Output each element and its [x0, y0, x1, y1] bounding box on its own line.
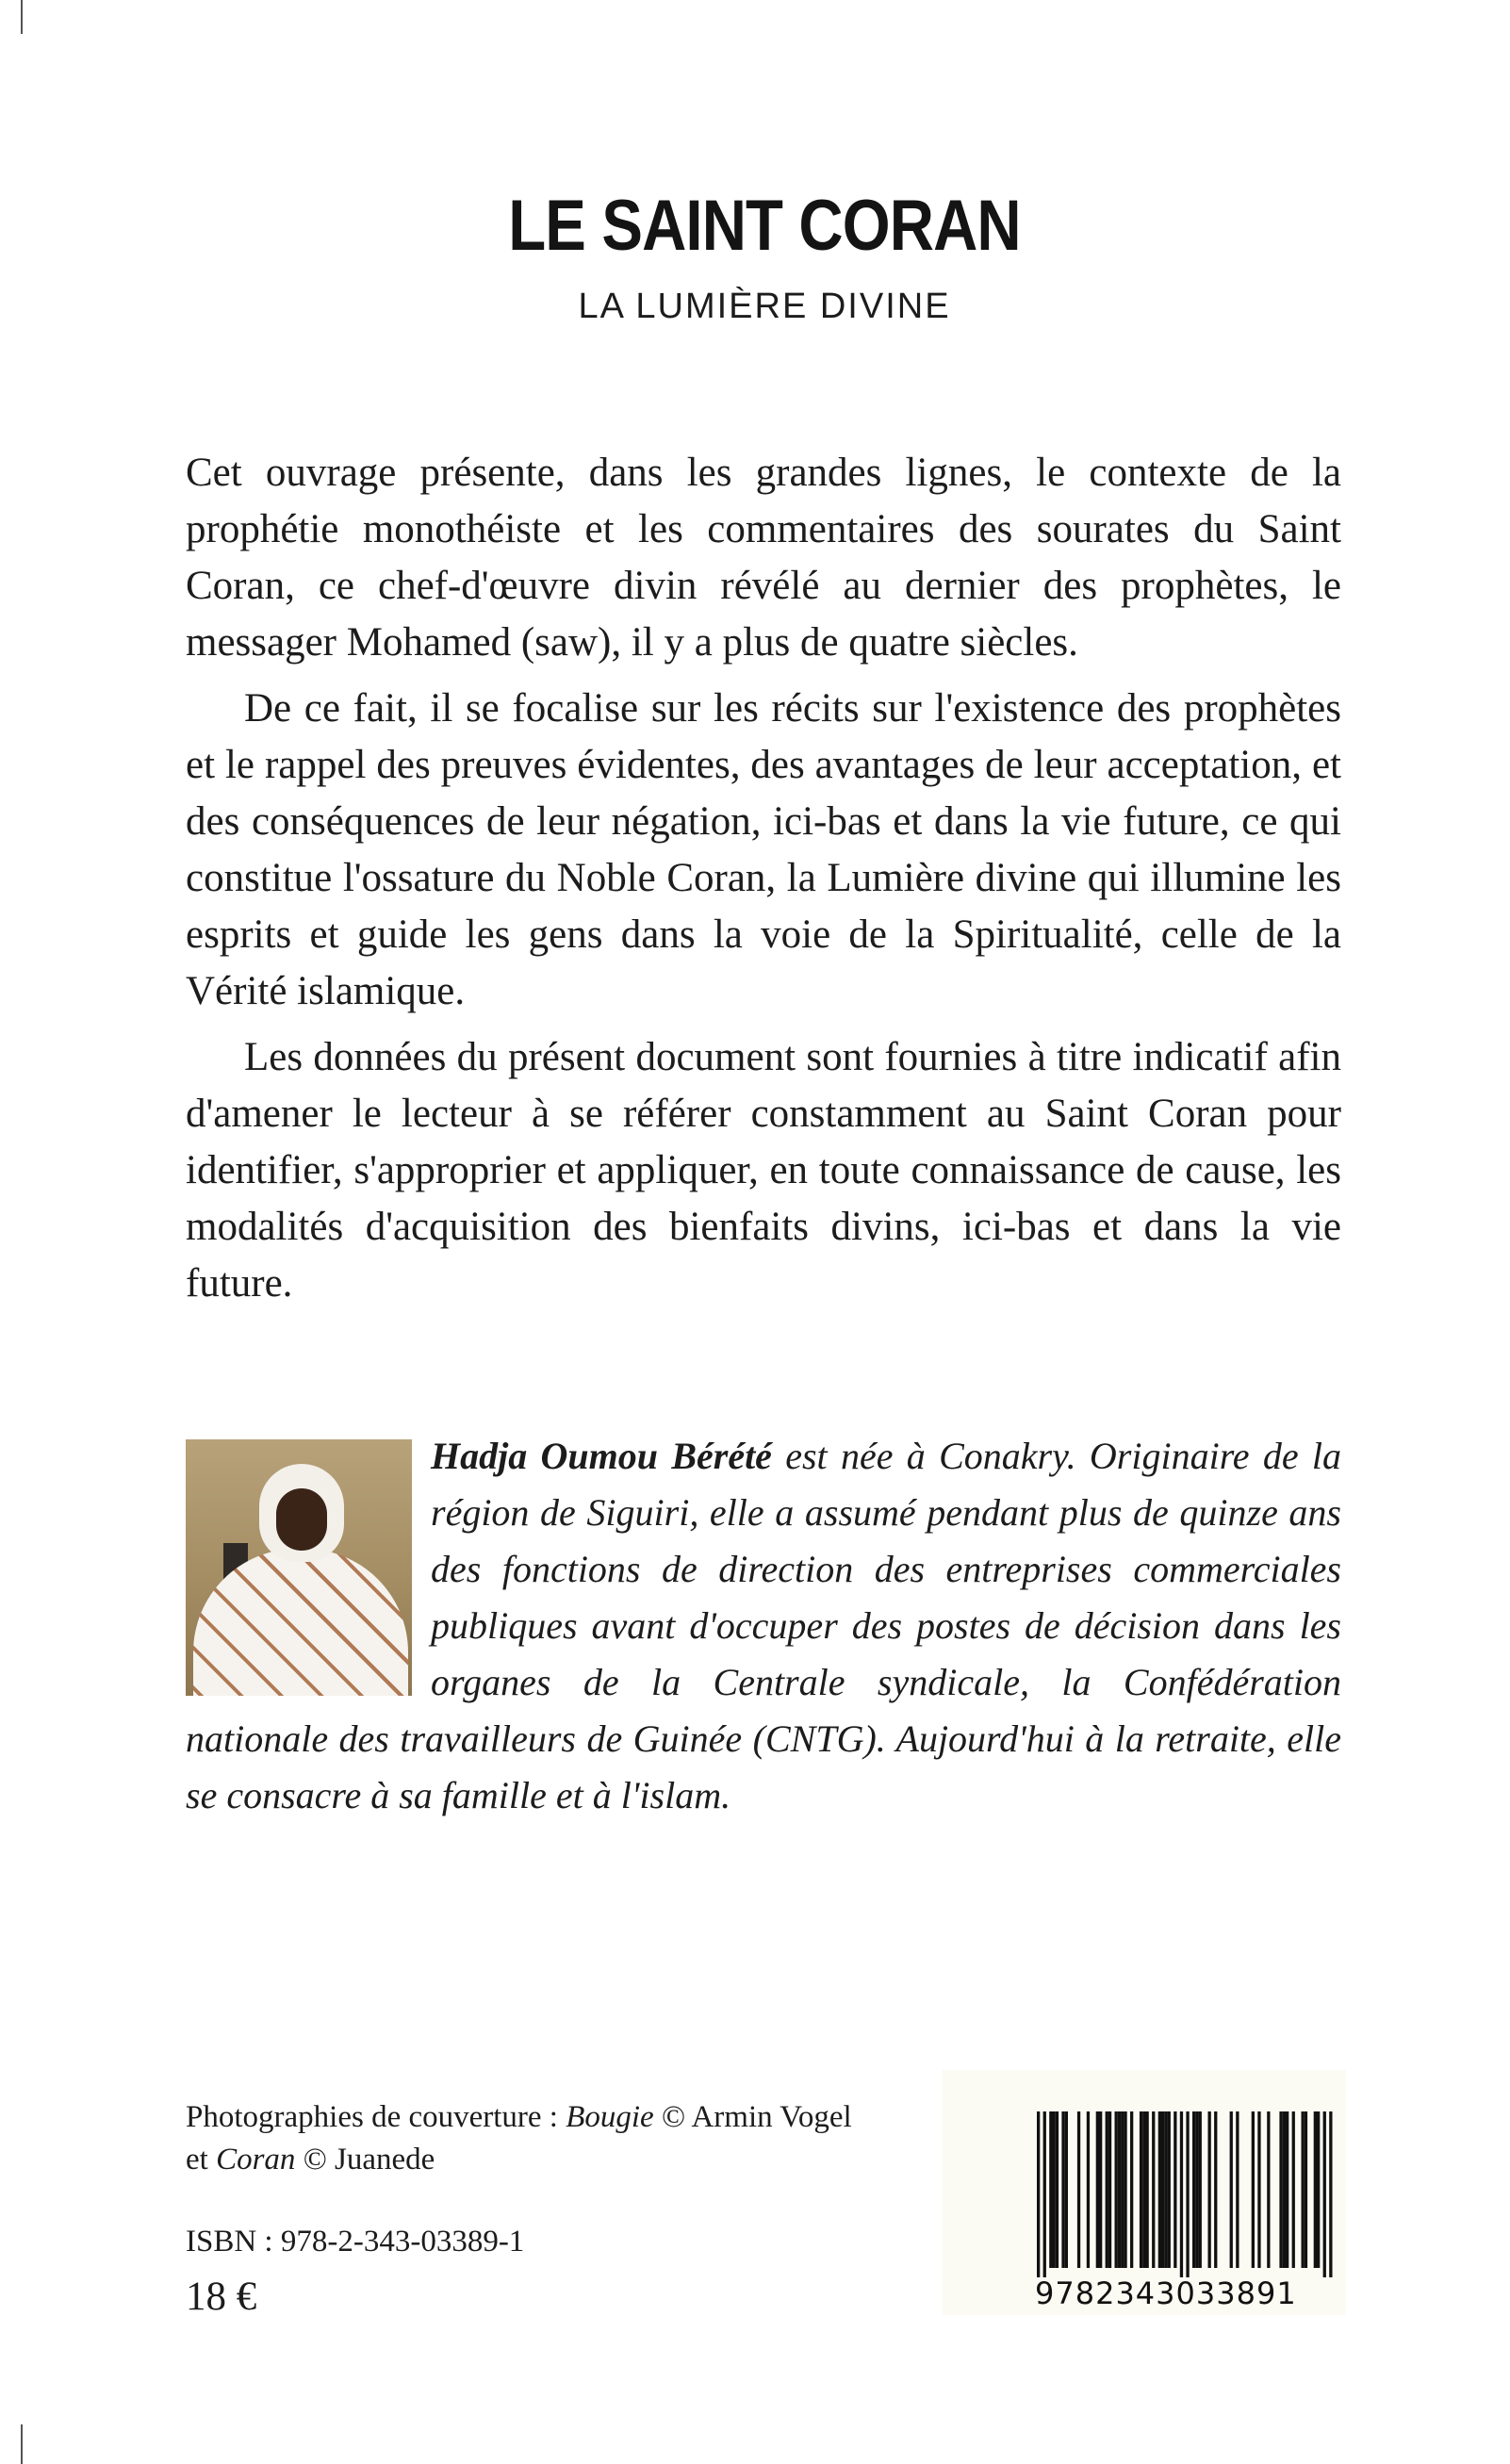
- barcode-bar: [1158, 2111, 1161, 2268]
- summary-paragraph: Les données du présent document sont fournies à titre indicatif afin d'amener le lecteur à se référer constamment au Saint Coran pour identifier, s'approprier et appliquer, en toute connaissance de cause, les modalités d'acquisition des bienfaits divins, ici-bas et dans la vie future.: [186, 1035, 1341, 1306]
- barcode-bar: [1142, 2111, 1145, 2268]
- barcode-bar: [1077, 2111, 1080, 2268]
- barcode-bar: [1164, 2111, 1167, 2268]
- barcode-bar: [1329, 2111, 1332, 2277]
- author-photo: [186, 1439, 412, 1696]
- barcode-digits: 9782343033891: [1035, 2275, 1297, 2311]
- barcode: [943, 2070, 1346, 2315]
- barcode-bar: [1096, 2111, 1099, 2268]
- barcode-bar: [1037, 2111, 1040, 2277]
- barcode-bar: [1314, 2111, 1317, 2268]
- barcode-bar: [1065, 2111, 1068, 2268]
- barcode-bar: [1257, 2111, 1260, 2268]
- barcode-bar: [1053, 2111, 1056, 2268]
- barcode-bar: [1118, 2111, 1121, 2268]
- barcode-bar: [1108, 2111, 1111, 2268]
- author-name: Hadja Oumou Bérété: [431, 1435, 772, 1477]
- summary-paragraph: Cet ouvrage présente, dans les grandes lignes, le contexte de la prophétie monothéiste et les commentaires des sourates du Saint Coran, ce chef-d'œuvre divin révélé au dernier des prophètes, le messager Mohamed (saw), il y a plus de quatre siècles.: [186, 451, 1341, 665]
- barcode-bar: [1286, 2111, 1288, 2268]
- barcode-bar: [1056, 2111, 1059, 2268]
- barcode-bar: [1161, 2111, 1164, 2268]
- crop-mark-top: [21, 0, 23, 34]
- barcode-bar: [1130, 2111, 1133, 2268]
- barcode-bar: [1252, 2111, 1255, 2268]
- barcode-bar: [1323, 2111, 1326, 2277]
- barcode-bar: [1302, 2111, 1305, 2268]
- barcode-bar: [1283, 2111, 1286, 2268]
- barcode-bar: [1061, 2111, 1064, 2268]
- author-bio: [186, 1428, 1341, 1824]
- barcode-bar: [1152, 2111, 1155, 2268]
- barcode-bar: [1236, 2111, 1239, 2268]
- barcode-bars: [943, 2070, 1346, 2277]
- author-bio-text: est née à Conakry. Originaire de la région de Siguiri, elle a assumé pendant plus de quinze ans des fonctions de direction des entreprises commerciales publiques avant d'occuper des postes de décision dans les organes de la Centrale syndicale, la Confédération nationale des travailleurs de Guinée (CNTG). Aujourd'hui à la retraite, elle se consacre à sa famille et à l'islam.: [186, 1435, 1341, 1816]
- barcode-bar: [1087, 2111, 1090, 2268]
- barcode-bar: [1186, 2111, 1189, 2277]
- book-title: LE SAINT CORAN: [508, 186, 1021, 266]
- barcode-bar: [1279, 2111, 1282, 2268]
- barcode-bar: [1195, 2111, 1198, 2268]
- barcode-bar: [1140, 2111, 1142, 2268]
- barcode-bar: [1214, 2111, 1217, 2268]
- barcode-bar: [1168, 2111, 1171, 2268]
- isbn-text: ISBN : 978-2-343-03389-1: [186, 2225, 525, 2259]
- barcode-bar: [1121, 2111, 1124, 2268]
- summary-text: [186, 445, 1341, 1322]
- barcode-bar: [1208, 2111, 1211, 2268]
- barcode-bar: [1106, 2111, 1108, 2268]
- barcode-bar: [1043, 2111, 1046, 2277]
- barcode-bar: [1174, 2111, 1176, 2268]
- summary-paragraph: De ce fait, il se focalise sur les récits sur l'existence des prophètes et le rappel des preuves évidentes, des avantages de leur acceptation, et des conséquences de leur négation, ici-bas et dans la vie future, ce qui constitue l'ossature du Noble Coran, la Lumière divine qui illumine les esprits et guide les gens dans la voie de la Spiritualité, celle de la Vérité islamique.: [186, 686, 1341, 1013]
- barcode-bar: [1192, 2111, 1195, 2268]
- barcode-bar: [1124, 2111, 1126, 2268]
- barcode-bar: [1115, 2111, 1118, 2268]
- barcode-bar: [1199, 2111, 1202, 2268]
- barcode-bar: [1180, 2111, 1183, 2277]
- barcode-bar: [1099, 2111, 1102, 2268]
- book-subtitle: LA LUMIÈRE DIVINE: [578, 287, 951, 326]
- crop-mark-bottom: [21, 2424, 23, 2464]
- barcode-bar: [1317, 2111, 1320, 2268]
- barcode-bar: [1267, 2111, 1270, 2268]
- price-text: 18 €: [186, 2275, 257, 2319]
- barcode-bar: [1305, 2111, 1307, 2268]
- barcode-bar: [1146, 2111, 1149, 2268]
- barcode-bar: [1292, 2111, 1295, 2268]
- photo-credits: Photographies de couverture : Bougie © Armin Vogel et Coran © Juanede: [186, 2100, 852, 2177]
- barcode-bar: [1230, 2111, 1233, 2268]
- barcode-bar: [1049, 2111, 1052, 2268]
